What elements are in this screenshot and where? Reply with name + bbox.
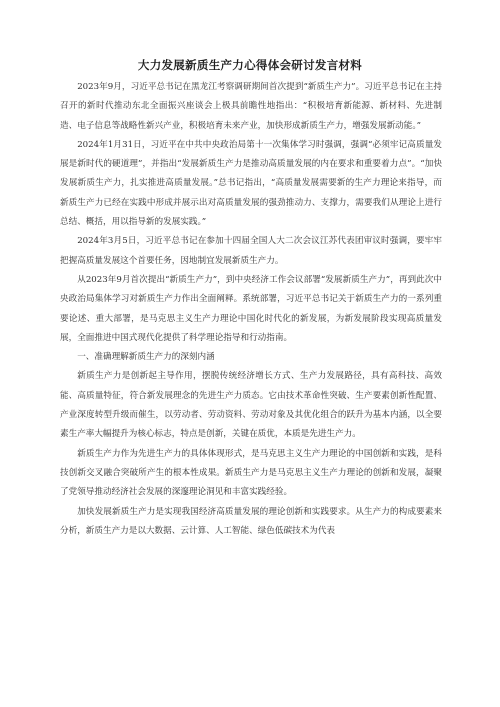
paragraph-6: 新质生产力作为先进生产力的具体体现形式，是马克思主义生产力理论的中国创新和实践，是科技创新交叉融合突破所产生的根本性成果。新质生产力是马克思主义生产力理论的创新和发展，凝聚了党领导推动经济社会发展的深邃理论洞见和丰富实践经验。 xyxy=(60,448,442,498)
paragraph-7: 加快发展新质生产力是实现我国经济高质量发展的理论创新和实践要求。从生产力的构成要素来分析，新质生产力是以大数据、云计算、人工智能、绿色低碳技术为代表 xyxy=(60,506,442,536)
section-heading-1: 一、准确理解新质生产力的深刻内涵 xyxy=(77,352,215,363)
document-body xyxy=(60,78,442,541)
paragraph-5: 新质生产力是创新起主导作用，摆脱传统经济增长方式、生产力发展路径，具有高科技、高效能、高质量特征，符合新发展理念的先进生产力质态。它由技术革命性突破、生产要素创新性配置、产业深度转型升级而催生，以劳动者、劳动资料、劳动对象及其优化组合的跃升为基本内涵，以全要素生产率大幅提升为核心标志，特点是创新，关键在质优，本质是先进生产力。 xyxy=(60,371,442,440)
paragraph-3: 2024年3月5日，习近平总书记在参加十四届全国人大二次会议江苏代表团审议时强调，要牢牢把握高质量发展这个首要任务，因地制宜发展新质生产力。 xyxy=(60,236,442,266)
paragraph-2: 2024年1月31日，习近平在中共中央政治局第十一次集体学习时强调，强调“必须牢记高质量发展是新时代的硬道理”，并指出“发展新质生产力是推动高质量发展的内在要求和重要着力点”。“加快发展新质生产力，扎实推进高质量发展。”总书记指出，“高质量发展需要新的生产力理论来指导，而新质生产力已经在实践中形成并展示出对高质量发展的强劲推动力、支撑力，需要我们从理论上进行总结、概括，用以指导新的发展实践。” xyxy=(60,139,442,228)
paragraph-4: 从2023年9月首次提出“新质生产力”，到中央经济工作会议部署“发展新质生产力”，再到此次中央政治局集体学习对新质生产力作出全面阐释。系统部署，习近平总书记关于新质生产力的一系列重要论述、重大部署，是马克思主义生产力理论中国化时代化的新发展，为新发展阶段实现高质量发展，全面推进中国式现代化提供了科学理论指导和行动指南。 xyxy=(60,274,442,343)
paragraph-1: 2023年9月，习近平总书记在黑龙江考察调研期间首次提到“新质生产力”。习近平总书记在主持召开的新时代推动东北全面振兴座谈会上极具前瞻性地指出：“积极培育新能源、新材料、先进制造、电子信息等战略性新兴产业，积极培育未来产业，加快形成新质生产力，增强发展新动能。” xyxy=(60,82,442,131)
document-title: 大力发展新质生产力心得体会研讨发言材料 xyxy=(137,58,363,72)
